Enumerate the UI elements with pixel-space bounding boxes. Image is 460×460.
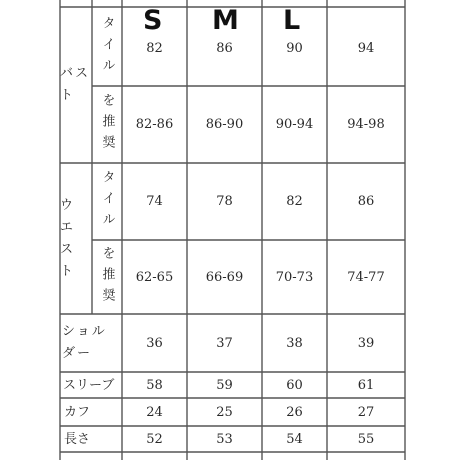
bust-recommended-xl: 94-98 [347,117,385,132]
shoulder-label: ショルダー [62,324,107,361]
length-value-s: 52 [146,431,163,447]
length-value-xl: 55 [357,431,375,447]
sleeve-value-s: 58 [146,377,163,393]
shoulder-value-xl: 39 [357,335,375,351]
waist-value-s: 74 [146,194,163,209]
size-header-m: M [212,5,239,36]
waist-tile-cell [92,163,122,240]
waist-recommended-m: 66-69 [205,269,244,285]
sleeve-value-xl: 61 [357,377,375,393]
sleeve-value-l: 60 [286,377,303,393]
cuff-value-xl: 27 [357,404,375,420]
size-header-l: L [283,5,301,36]
waist-label-cell [60,163,92,314]
waist-recommended-l: 70-73 [275,269,314,285]
waist-recommend-cell [92,240,122,314]
length-value-l: 54 [286,431,303,447]
waist-value-xl: 86 [357,194,375,209]
bust-recommended-s: 82-86 [135,117,174,132]
shoulder-value-s: 36 [146,335,163,351]
bust-label: バスト [60,66,91,103]
sleeve-value-m: 59 [216,377,233,393]
waist-label: ウエスト [60,197,78,279]
cuff-value-l: 26 [286,404,303,420]
bust-recommend-label: を推奨 [99,93,115,156]
length-label: 長さ [64,431,91,447]
cuff-label: カフ [64,404,91,420]
cuff-value-s: 24 [146,404,163,420]
waist-tile-label: タイル [99,170,115,233]
bust-value-xl: 94 [357,40,375,56]
waist-recommended-s: 62-65 [135,269,174,285]
bust-value-l: 90 [286,40,303,56]
bust-recommended-m: 86-90 [205,117,244,132]
bust-recommend-cell [92,86,122,163]
cuff-value-m: 25 [216,404,233,420]
waist-recommended-xl: 74-77 [347,269,385,285]
waist-value-l: 82 [286,194,303,209]
bust-tile-cell [92,8,122,86]
shoulder-label-cell [60,314,122,372]
bust-value-s: 82 [146,40,163,56]
sleeve-label: スリーブ [63,377,115,393]
bust-label-cell [60,40,92,130]
shoulder-value-m: 37 [216,335,233,351]
waist-value-m: 78 [216,194,233,209]
bust-recommended-l: 90-94 [275,117,314,132]
bust-value-m: 86 [216,40,233,56]
size-header-s: S [143,5,163,36]
bust-tile-label: タイル [99,15,115,79]
waist-recommend-label: を推奨 [99,245,115,309]
length-value-m: 53 [216,431,233,447]
shoulder-value-l: 38 [286,335,303,351]
